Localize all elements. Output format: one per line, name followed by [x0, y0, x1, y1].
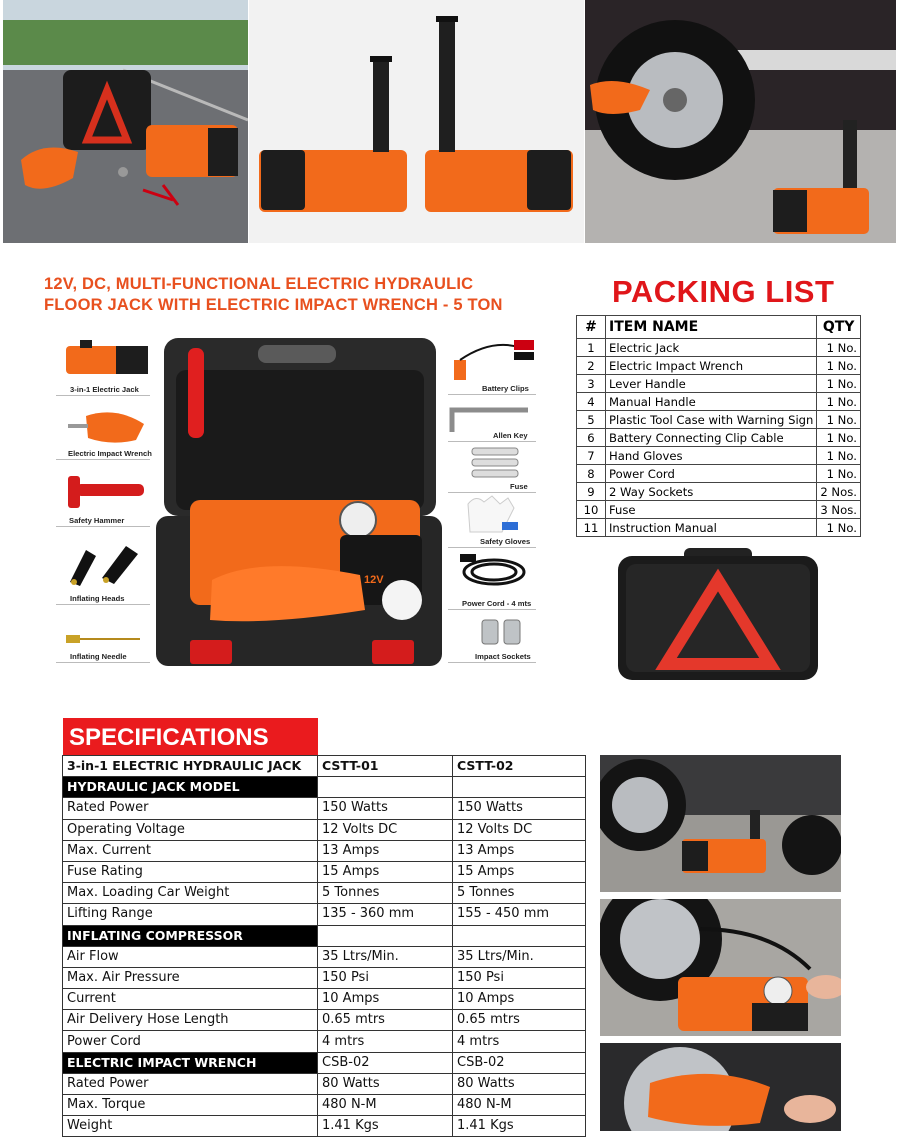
spec-value-model-2: 35 Ltrs/Min.: [453, 946, 586, 967]
packing-list-row: [577, 519, 861, 537]
packing-list-row: [577, 357, 861, 375]
spec-value-model-1: 0.65 mtrs: [318, 1010, 453, 1031]
spec-value-model-1: 13 Amps: [318, 840, 453, 861]
kit-label-inflating-needle: Inflating Needle: [70, 652, 127, 661]
spec-label: Rated Power: [63, 798, 318, 819]
spec-row: [63, 1073, 586, 1094]
packing-list-row: [577, 393, 861, 411]
kit-divider: [448, 492, 536, 493]
packing-item-name: Electric Jack: [606, 339, 817, 357]
packing-list-row: [577, 339, 861, 357]
thumb-battery-clips: [452, 338, 536, 382]
packing-list-row: [577, 447, 861, 465]
packing-item-name: Instruction Manual: [606, 519, 817, 537]
thumb-inflating-needle: [66, 632, 142, 646]
spec-value-model-1: 150 Watts: [318, 798, 453, 819]
packing-item-name: Electric Impact Wrench: [606, 357, 817, 375]
spec-value-model-2: 15 Amps: [453, 861, 586, 882]
photo-jack-under-car: [585, 0, 896, 243]
col-header-item-name: ITEM NAME: [606, 316, 817, 339]
spec-header-row: [63, 756, 586, 777]
kit-label-allen-key: Allen Key: [493, 431, 528, 440]
packing-item-qty: 1 No.: [817, 519, 861, 537]
photo-two-jacks-extended: [249, 0, 584, 243]
spec-row: [63, 798, 586, 819]
jack-display-label: 12V: [364, 574, 384, 586]
kit-label-power-cord: Power Cord - 4 mts: [462, 599, 532, 608]
packing-item-number: 8: [577, 465, 606, 483]
spec-value-model-2: 13 Amps: [453, 840, 586, 861]
spec-value-model-1: 35 Ltrs/Min.: [318, 946, 453, 967]
kit-label-safety-gloves: Safety Gloves: [480, 537, 531, 546]
product-title: [44, 274, 564, 316]
kit-label-electric-jack: 3-in-1 Electric Jack: [70, 385, 139, 394]
packing-list-row: [577, 465, 861, 483]
packing-item-number: 11: [577, 519, 606, 537]
spec-row: [63, 861, 586, 882]
product-title-line-2: FLOOR JACK WITH ELECTRIC IMPACT WRENCH - 5 TON: [44, 296, 503, 314]
spec-value-model-1: 4 mtrs: [318, 1031, 453, 1052]
specifications-title: SPECIFICATIONS: [63, 718, 318, 755]
spec-label: INFLATING COMPRESSOR: [63, 925, 318, 946]
spec-header-model-2: CSTT-02: [453, 756, 586, 777]
kit-label-battery-clips: Battery Clips: [482, 384, 529, 393]
packing-item-name: 2 Way Sockets: [606, 483, 817, 501]
packing-list-row: [577, 483, 861, 501]
thumb-electric-jack: [64, 340, 150, 376]
thumb-power-cord: [458, 550, 530, 592]
thumb-impact-wrench: [66, 408, 150, 444]
kit-divider: [56, 662, 150, 663]
kit-divider: [448, 662, 536, 663]
kit-label-fuse: Fuse: [510, 482, 528, 491]
packing-list-row: [577, 501, 861, 519]
packing-item-name: Plastic Tool Case with Warning Sign: [606, 411, 817, 429]
kit-divider: [56, 395, 150, 396]
kit-divider: [56, 459, 150, 460]
packing-list-row: [577, 429, 861, 447]
packing-item-number: 1: [577, 339, 606, 357]
packing-item-name: Lever Handle: [606, 375, 817, 393]
spec-row: [63, 1010, 586, 1031]
packing-item-name: Power Cord: [606, 465, 817, 483]
kit-divider: [448, 609, 536, 610]
spec-header-model-1: CSTT-01: [318, 756, 453, 777]
kit-label-inflating-heads: Inflating Heads: [70, 594, 125, 603]
thumb-impact-sockets: [480, 616, 524, 646]
photo-jack-kit-on-road: [3, 0, 248, 243]
packing-item-qty: 3 Nos.: [817, 501, 861, 519]
col-header-qty: QTY: [817, 316, 861, 339]
thumb-allen-key: [448, 404, 532, 434]
spec-row: [63, 1031, 586, 1052]
thumb-inflating-heads: [66, 546, 146, 586]
spec-header-product: 3-in-1 ELECTRIC HYDRAULIC JACK: [63, 756, 318, 777]
packing-list-table: [576, 315, 861, 537]
spec-row: [63, 819, 586, 840]
kit-case-open-image: [150, 330, 445, 670]
spec-value-model-2: 5 Tonnes: [453, 883, 586, 904]
spec-value-model-2: CSB-02: [453, 1052, 586, 1073]
spec-row: [63, 989, 586, 1010]
packing-list-header-row: [577, 316, 861, 339]
spec-label: ELECTRIC IMPACT WRENCH: [63, 1052, 318, 1073]
spec-row: [63, 1095, 586, 1116]
packing-item-number: 6: [577, 429, 606, 447]
spec-label: HYDRAULIC JACK MODEL: [63, 777, 318, 798]
spec-value-model-1: 10 Amps: [318, 989, 453, 1010]
spec-value-model-1: 1.41 Kgs: [318, 1116, 453, 1137]
photo-jack-lifting-car: [600, 755, 841, 892]
spec-value-model-1: 5 Tonnes: [318, 883, 453, 904]
spec-label: Weight: [63, 1116, 318, 1137]
kit-label-impact-wrench: Electric Impact Wrench: [68, 449, 152, 458]
spec-label: Current: [63, 989, 318, 1010]
spec-row: [63, 967, 586, 988]
packing-item-qty: 1 No.: [817, 339, 861, 357]
thumb-safety-gloves: [462, 494, 522, 534]
packing-item-qty: 1 No.: [817, 447, 861, 465]
packing-item-qty: 2 Nos.: [817, 483, 861, 501]
spec-row: [63, 904, 586, 925]
packing-item-name: Manual Handle: [606, 393, 817, 411]
spec-section-row: [63, 1052, 586, 1073]
packing-list-row: [577, 375, 861, 393]
spec-value-model-2: [453, 925, 586, 946]
packing-item-qty: 1 No.: [817, 375, 861, 393]
spec-value-model-1: CSB-02: [318, 1052, 453, 1073]
spec-value-model-2: 0.65 mtrs: [453, 1010, 586, 1031]
spec-value-model-2: [453, 777, 586, 798]
packing-item-number: 10: [577, 501, 606, 519]
spec-section-row: [63, 925, 586, 946]
spec-value-model-2: 4 mtrs: [453, 1031, 586, 1052]
specifications-table: [62, 755, 586, 1137]
kit-divider: [56, 526, 150, 527]
spec-label: Lifting Range: [63, 904, 318, 925]
spec-value-model-2: 1.41 Kgs: [453, 1116, 586, 1137]
packing-item-number: 2: [577, 357, 606, 375]
spec-section-row: [63, 777, 586, 798]
thumb-fuse: [470, 446, 520, 480]
kit-divider: [448, 394, 536, 395]
packing-item-qty: 1 No.: [817, 411, 861, 429]
spec-value-model-1: 150 Psi: [318, 967, 453, 988]
spec-value-model-1: 480 N-M: [318, 1095, 453, 1116]
spec-value-model-2: 150 Watts: [453, 798, 586, 819]
spec-value-model-1: 15 Amps: [318, 861, 453, 882]
thumb-safety-hammer: [66, 474, 146, 510]
kit-label-impact-sockets: Impact Sockets: [475, 652, 531, 661]
packing-item-qty: 1 No.: [817, 357, 861, 375]
packing-list-row: [577, 411, 861, 429]
packing-item-name: Hand Gloves: [606, 447, 817, 465]
packing-item-qty: 1 No.: [817, 465, 861, 483]
product-title-line-1: 12V, DC, MULTI-FUNCTIONAL ELECTRIC HYDRAULIC: [44, 275, 474, 293]
packing-item-number: 3: [577, 375, 606, 393]
packing-item-name: Battery Connecting Clip Cable: [606, 429, 817, 447]
packing-item-number: 5: [577, 411, 606, 429]
spec-row: [63, 946, 586, 967]
spec-value-model-2: 10 Amps: [453, 989, 586, 1010]
spec-label: Operating Voltage: [63, 819, 318, 840]
spec-value-model-2: 80 Watts: [453, 1073, 586, 1094]
spec-label: Max. Torque: [63, 1095, 318, 1116]
spec-value-model-1: [318, 925, 453, 946]
packing-item-name: Fuse: [606, 501, 817, 519]
spec-label: Max. Air Pressure: [63, 967, 318, 988]
spec-label: Fuse Rating: [63, 861, 318, 882]
packing-item-qty: 1 No.: [817, 429, 861, 447]
spec-label: Max. Current: [63, 840, 318, 861]
spec-label: Air Delivery Hose Length: [63, 1010, 318, 1031]
packing-item-qty: 1 No.: [817, 393, 861, 411]
spec-value-model-2: 480 N-M: [453, 1095, 586, 1116]
packing-item-number: 7: [577, 447, 606, 465]
spec-row: [63, 883, 586, 904]
kit-label-safety-hammer: Safety Hammer: [69, 516, 125, 525]
spec-label: Max. Loading Car Weight: [63, 883, 318, 904]
spec-row: [63, 1116, 586, 1137]
spec-value-model-2: 150 Psi: [453, 967, 586, 988]
photo-compressor-inflating-tyre: [600, 899, 841, 1036]
packing-item-number: 4: [577, 393, 606, 411]
closed-case-image: [614, 546, 822, 682]
spec-value-model-2: 12 Volts DC: [453, 819, 586, 840]
spec-label: Power Cord: [63, 1031, 318, 1052]
spec-row: [63, 840, 586, 861]
kit-divider: [56, 604, 150, 605]
packing-list-title: PACKING LIST: [612, 274, 835, 309]
spec-value-model-2: 155 - 450 mm: [453, 904, 586, 925]
spec-value-model-1: [318, 777, 453, 798]
packing-item-number: 9: [577, 483, 606, 501]
spec-label: Rated Power: [63, 1073, 318, 1094]
kit-divider: [448, 441, 536, 442]
spec-value-model-1: 80 Watts: [318, 1073, 453, 1094]
col-header-number: #: [577, 316, 606, 339]
spec-value-model-1: 135 - 360 mm: [318, 904, 453, 925]
spec-value-model-1: 12 Volts DC: [318, 819, 453, 840]
kit-divider: [448, 547, 536, 548]
spec-label: Air Flow: [63, 946, 318, 967]
photo-impact-wrench-on-wheel: [600, 1043, 841, 1131]
